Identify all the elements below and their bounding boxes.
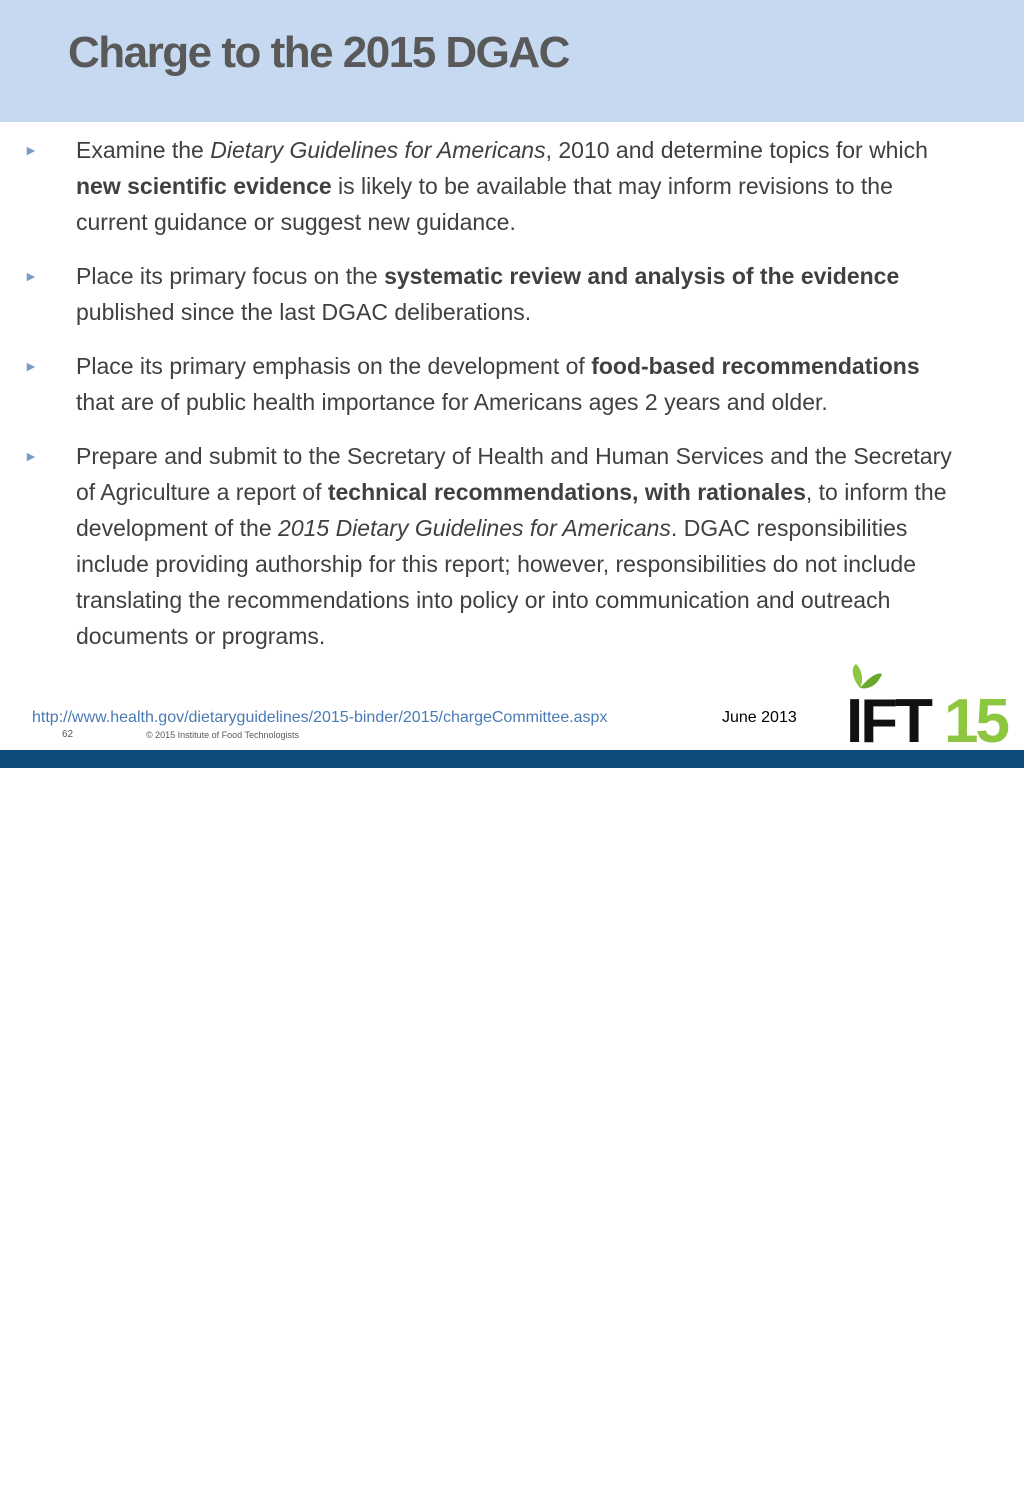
slide-title: Charge to the 2015 DGAC — [68, 28, 569, 77]
ift15-logo — [846, 662, 1014, 746]
bullet-item: ► Place its primary focus on the systematic review and analysis of the evidence published since the last DGAC deliberations. — [0, 258, 1024, 330]
svg-text:IFT: IFT — [846, 687, 930, 746]
source-date: June 2013 — [722, 709, 797, 726]
svg-text:15: 15 — [944, 687, 1007, 746]
triangle-bullet-icon: ► — [24, 448, 38, 464]
copyright-notice: © 2015 Institute of Food Technologists — [146, 730, 300, 740]
triangle-bullet-icon: ► — [24, 358, 38, 374]
footer-bar — [0, 750, 1024, 1512]
slide-number: 62 — [62, 729, 74, 740]
bullet-item: ► Examine the Dietary Guidelines for Americans, 2010 and determine topics for which new scientific evidence is likely to be available that may inform revisions to the current guidance or suggest new guidance. — [0, 132, 1024, 240]
title-banner — [0, 0, 1024, 122]
bullet-list — [0, 132, 1024, 672]
bullet-item: ► Place its primary emphasis on the development of food-based recommendations that are of public health importance for Americans ages 2 years and older. — [0, 348, 1024, 420]
tagline: Where Science Feeds Innovation — [862, 1501, 1014, 1512]
triangle-bullet-icon: ► — [24, 142, 38, 158]
source-link[interactable]: http://www.health.gov/dietaryguidelines/2015-binder/2015/chargeCommittee.aspx — [32, 709, 608, 726]
bullet-item: ► Prepare and submit to the Secretary of Health and Human Services and the Secretary of Agriculture a report of technical recommendations, with rationales, to inform the development of the 2015 Dietary Guidelines for Americans. DGAC responsibilities include providing authorship for this report; however, responsibilities do not include translating the recommendations into policy or into communication and outreach documents or programs. — [0, 438, 1024, 654]
triangle-bullet-icon: ► — [24, 268, 38, 284]
